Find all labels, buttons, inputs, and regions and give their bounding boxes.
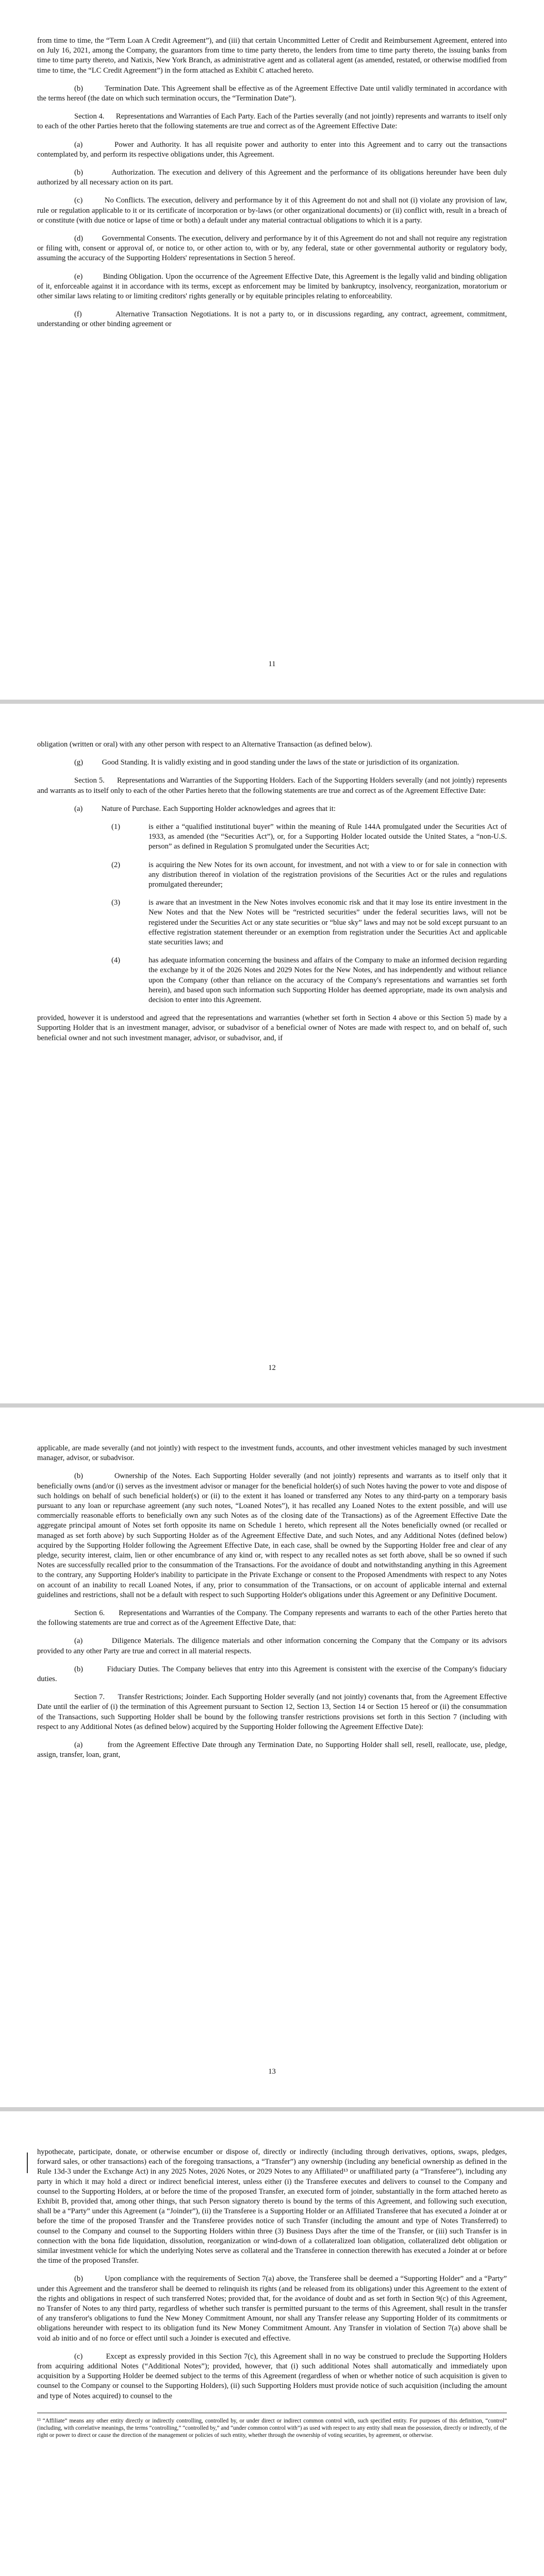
paragraph: provided, however it is understood and agreed that the representations and warranties (whether set forth in Section 4 above or this Section 5) made by a Supporting Holder that is an investment manager, advisor, or subadvisor of a beneficial owner of Notes are made with respect to, and on behalf of, such beneficial owner and not such investment manager, advisor, or subadvisor, and, if [37,1014,507,1042]
page-content [37,740,507,1052]
page-number: 13 [268,2067,276,2076]
page-content [37,2147,507,2439]
paragraph: obligation (written or oral) with any other person with respect to an Alternative Transaction (as defined below). [37,740,372,749]
page-number: 11 [268,660,276,668]
list-item-text: is either a “qualified institutional buyer” within the meaning of Rule 144A promulgated under the Securities Act of 1933, as amended (the “Securities Act”), or, for a Supporting Holder located outside the United States, a “non-U.S. person” as defined in Regulation S promulgated under the Securities Act; [149,823,507,851]
paragraph: (e) Binding Obligation. Upon the occurrence of the Agreement Effective Date, this Agreement is the legally valid and binding obligation of it, enforceable against it in accordance with its terms, except as enforcement may be limited by bankruptcy, insolvency, reorganization, moratorium or other similar laws relating to or limiting creditors' rights generally or by equitable principles relating to enforceability. [37,272,507,301]
page-14 [0,2111,544,2576]
paragraph: from time to time, the “Term Loan A Credit Agreement”), and (iii) that certain Uncommitted Letter of Credit and Reimbursement Agreement, entered into on July 16, 2021, among the Company, the guarantors from time to time party thereto, the lenders from time to time party thereto, the issuing banks from time to time party thereto, and Natixis, New York Branch, as administrative agent and as collateral agent (as amended, restated, or otherwise modified from time to time, the “LC Credit Agreement”) in the form attached as Exhibit C attached hereto. [37,37,507,75]
paragraph: (g) Good Standing. It is validly existing and in good standing under the laws of the state or jurisdiction of its organization. [74,758,459,767]
list-item-text: has adequate information concerning the business and affairs of the Company to make an informed decision regarding the exchange by it of the 2026 Notes and 2029 Notes for the New Notes, and has independently and without reliance upon the Company (other than reliance on the accuracy of the Company's representations and warranties set forth herein), and based upon such information such Supporting Holder has deemed appropriate, made its own analysis and decision to enter into this Agreement. [149,956,507,1005]
page-11 [0,0,544,700]
paragraph: (a) Diligence Materials. The diligence materials and other information concerning the Company that the Company or its advisors provided to any other Party are true and correct in all material respects. [37,1637,507,1655]
paragraph: (c) Except as expressly provided in this Section 7(c), this Agreement shall in no way be construed to preclude the Supporting Holders from acquiring additional Notes (“Additional Notes”); provided, however, that (i) such additional Notes shall automatically and immediately upon acquisition by a Supporting Holder be deemed subject to the terms of this Agreement (regardless of when or whether notice of such acquisition is given to counsel to the Company or counsel to the Supporting Holders), (ii) such Supporting Holders must provide notice of such acquisition (including the amount and type of Notes acquired) to counsel to the [37,2352,507,2400]
list-item [111,956,507,1005]
paragraph: (f) Alternative Transaction Negotiations. It is not a party to, or in discussions regarding, any contract, agreement, commitment, understanding or other binding agreement or [37,310,507,329]
paragraph: (a) Nature of Purchase. Each Supporting Holder acknowledges and agrees that it: [74,804,336,813]
paragraph: (b) Fiduciary Duties. The Company believes that entry into this Agreement is consistent with the exercise of the Company's fiduciary duties. [37,1665,507,1684]
paragraph: Section 7. Transfer Restrictions; Joinder. Each Supporting Holder severally (and not jointly) covenants that, from the Agreement Effective Date until the earlier of (i) the termination of this Agreement pursuant to Section 12, Section 13, Section 14 or Section 15 hereof or (ii) the consummation of the Transactions, such Supporting Holder shall be bound by the following transfer restrictions provisions set forth in this Section 7 (including with respect to any Additional Notes (as defined below) acquired by the Supporting Holder following the Agreement Effective Date): [37,1693,507,1731]
page-12 [0,704,544,1403]
paragraph: Section 4. Representations and Warranties of Each Party. Each of the Parties severally (and not jointly) represents and warrants to itself only to each of the other Parties hereto that the following statements are true and correct as of the Agreement Effective Date: [37,112,507,131]
list-item [111,898,507,947]
page-13 [0,1408,544,2107]
paragraph: (b) Ownership of the Notes. Each Supporting Holder severally (and not jointly) represents and warrants as to itself only that it beneficially owns (and/or (i) serves as the investment advisor or manager for the beneficial holder(s) of such Notes having the power to vote and dispose of such holdings on behalf of such beneficial holder(s) or (ii) to the extent it has loaned or transferred any Notes to any third-party on a temporary basis pursuant to any loan or repurchase agreement (any such notes, “Loaned Notes”), it has recalled any Loaned Notes to the extent possible, and will use commercially reasonable efforts to beneficially own any such Notes as of the closing date of the Transactions) as of the Agreement Effective Date the aggregate principal amount of Notes set forth opposite its name on Schedule 1 hereto, which represent all the Notes beneficially owned (or recalled or managed as set forth above) by such Supporting Holder as of the Agreement Effective Date, and such Notes, and any Additional Notes (defined below) acquired by the Supporting Holder following the Agreement Effective Date, in each case, shall be owned by the Supporting Holder free and clear of any pledge, security interest, claim, lien or other encumbrance of any kind or, with respect to any recalled notes as set forth above, shall be so owned if such Notes are successfully recalled prior to the consummation of the Transactions. For the avoidance of doubt and notwithstanding anything in this Agreement to the contrary, any Supporting Holder's inability to participate in the Private Exchange or consent to the Proposed Amendments with respect to any Notes on account of an inability to recall Loaned Notes, if any, prior to consummation of the Transactions, or on account of applicable internal and external guidelines and restrictions, shall not be a default with respect to such Supporting Holder's obligations under this Agreement or any Definitive Document. [37,1472,507,1599]
paragraph: (d) Governmental Consents. The execution, delivery and performance by it of this Agreement do not and shall not require any registration or filing with, consent or approval of, or notice to, or other action to, with or by, any federal, state or other governmental authority or regulatory body, assuming the accuracy of the Supporting Holders' representations in Section 5 hereof. [37,234,507,263]
list-item-number: (1) [111,823,121,832]
list-item-text: is aware that an investment in the New Notes involves economic risk and that it may lose its entire investment in the New Notes and that the New Notes will be “restricted securities” under the federal securities laws, will not be registered under the Securities Act or any state securities or “blue sky” laws and may not be sold except pursuant to an effective registration statement thereunder or an exemption from registration under the Securities Act and applicable state securities laws; and [149,899,507,947]
list-item-number: (2) [111,860,121,869]
paragraph: (b) Termination Date. This Agreement shall be effective as of the Agreement Effective Date until validly terminated in accordance with the terms hereof (the date on which such termination occurs, the “Termination Date”). [37,84,507,103]
footnote: ¹³ “Affiliate” means any other entity directly or indirectly controlling, controlled by, or under direct or indirect common control with, such specified entity. For purposes of this definition, “control” (including, with correlative meanings, the terms “controlling,” “controlled by,” and “under common control with”) as used with respect to any entity shall mean the possession, directly or indirectly, of the right or power to direct or cause the direction of the management or policies of such entity, whether through the ownership of voting securities, by agreement, or otherwise. [37,2413,507,2439]
paragraph: (a) from the Agreement Effective Date through any Termination Date, no Supporting Holder shall sell, resell, reallocate, use, pledge, assign, transfer, loan, grant, [37,1741,507,1759]
revision-bar [27,2153,28,2173]
paragraph: (b) Upon compliance with the requirements of Section 7(a) above, the Transferee shall be deemed a “Supporting Holder” and a “Party” under this Agreement and the transferor shall be deemed to relinquish its rights (and be released from its obligations) under this Agreement to the extent of the rights and obligations in respect of such transferred Notes; provided that, for the avoidance of doubt and as set forth in Section 9(c) of this Agreement, no Transfer of Notes to any third party, regardless of whether such transfer is permitted pursuant to the terms of this Agreement, shall result in the transfer of any transferor's obligations to fund the New Money Commitment Amount, nor shall any Transfer release any Supporting Holder of its commitments or obligations hereunder with respect to its obligation fund its New Money Commitment Amount. Any Transfer in violation of Section 7(a) above shall be void ab initio and of no force or effect until such a Joinder is executed and effective. [37,2275,507,2343]
list-item [111,822,507,852]
paragraph: Section 6. Representations and Warranties of the Company. The Company represents and warrants to each of the other Parties hereto that the following statements are true and correct as of the Agreement Effective Date, that: [37,1609,507,1628]
list-item [111,860,507,890]
paragraph: Section 5. Representations and Warranties of the Supporting Holders. Each of the Supporting Holders severally (and not jointly) represents and warrants as to itself only to each of the other Parties hereto that the following statements are true and correct as of the Agreement Effective Date: [37,776,507,795]
paragraph: (a) Power and Authority. It has all requisite power and authority to enter into this Agreement and to carry out the transactions contemplated by, and perform its respective obligations under, this Agreement. [37,140,507,159]
paragraph: hypothecate, participate, donate, or otherwise encumber or dispose of, directly or indirectly (including through derivatives, options, swaps, pledges, forward sales, or other transactions) each of the foregoing transactions, a “Transfer”) any ownership (including any beneficial ownership as defined in the Rule 13d-3 under the Exchange Act) in any 2025 Notes, 2026 Notes, or 2029 Notes to any Affiliated¹³ or unaffiliated party (a “Transferee”), including any party in which it may hold a direct or indirect beneficial interest, unless either (i) the Transferee executes and delivers to counsel to the Company and counsel to the Supporting Holders, at or before the time of the proposed Transfer, an executed form of joinder, substantially in the form attached hereto as Exhibit B, provided that, among other things, that such Person signatory thereto is bound by the terms of this Agreement, and following such execution, shall be a “Party” under this Agreement (a “Joinder”), (ii) the Transferee is a Supporting Holder or an Affiliated Transferee that has executed a Joinder at or before the time of the proposed Transfer and the Transferee provides notice of such Transfer (including the amount and type of Notes Transferred) to counsel to the Company and counsel to the Supporting Holders within three (3) Business Days after the time of the Transfer, or (iii) such Transfer is in connection with the bona fide liquidation, dissolution, reorganization or wind-down of a collateralized loan obligation, collateralized debt obligation or similar investment vehicle for which the underlying Notes serve as collateral and the Transferee in connection therewith has executed a Joinder at or before the time of the proposed Transfer. [37,2148,507,2265]
paragraph: applicable, are made severally (and not jointly) with respect to the investment funds, accounts, and other investment vehicles managed by such investment manager, advisor, or subadvisor. [37,1444,507,1463]
paragraph: (b) Authorization. The execution and delivery of this Agreement and the performance of its obligations hereunder have been duly authorized by all necessary action on its part. [37,168,507,187]
list-item-number: (4) [111,956,121,965]
page-content [37,1444,507,1768]
list-item-number: (3) [111,899,121,907]
list-item-text: is acquiring the New Notes for its own account, for investment, and not with a view to or for sale in connection with any distribution thereof in violation of the registration provisions of the Securities Act or the rules and regulations promulgated thereunder; [149,860,507,889]
page-number: 12 [268,1364,276,1372]
paragraph: (c) No Conflicts. The execution, delivery and performance by it of this Agreement do not and shall not (i) violate any provision of law, rule or regulation applicable to it or its certificate of incorporation or by-laws (or other organizational documents) or (ii) conflict with, result in a breach of or constitute (with due notice or lapse of time or both) a default under any material contractual obligations to which it is a party. [37,196,507,225]
page-content [37,36,507,338]
